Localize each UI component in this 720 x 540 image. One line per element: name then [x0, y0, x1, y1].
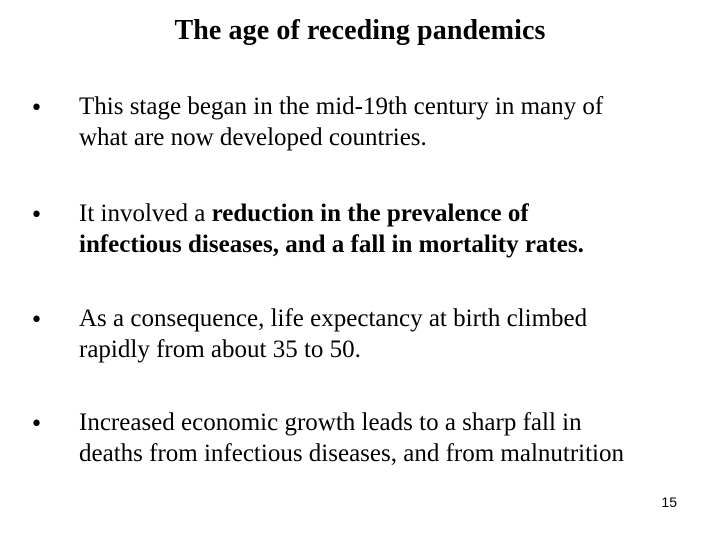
bullet-line [79, 303, 699, 334]
text-segment: rapidly from about 35 to 50. [79, 336, 361, 363]
text-segment: This stage began in the mid‑19th century in many of [79, 93, 604, 120]
text-segment: Increased economic growth leads to a sharp fall in [79, 409, 582, 436]
text-segment: deaths from infectious diseases, and from malnutrition [79, 440, 625, 467]
bullet-line [79, 438, 699, 469]
text-segment: It involved a [79, 200, 212, 227]
text-segment: As a consequence, life expectancy at birth climbed [79, 305, 588, 332]
slide-title: The age of receding pandemics [174, 15, 546, 46]
text-segment: what are now developed countries. [79, 124, 427, 151]
bullet-line [79, 334, 699, 365]
bullet-text [79, 303, 699, 365]
bullet-marker: • [30, 96, 43, 121]
bullet-marker: • [30, 203, 43, 228]
bullet-line [79, 198, 699, 229]
emphasis-text: infectious diseases, and a fall in mortality rates. [79, 231, 584, 258]
page-number: 15 [661, 494, 677, 510]
bullet-line [79, 229, 699, 260]
bullet-marker: • [30, 308, 43, 333]
bullet-line [79, 91, 699, 122]
emphasis-text: reduction in the prevalence of [211, 200, 529, 227]
bullet-text [79, 91, 699, 153]
bullet-line [79, 122, 699, 153]
bullet-text [79, 198, 699, 260]
bullet-text [79, 407, 699, 469]
bullet-line [79, 407, 699, 438]
bullet-marker: • [30, 412, 43, 437]
